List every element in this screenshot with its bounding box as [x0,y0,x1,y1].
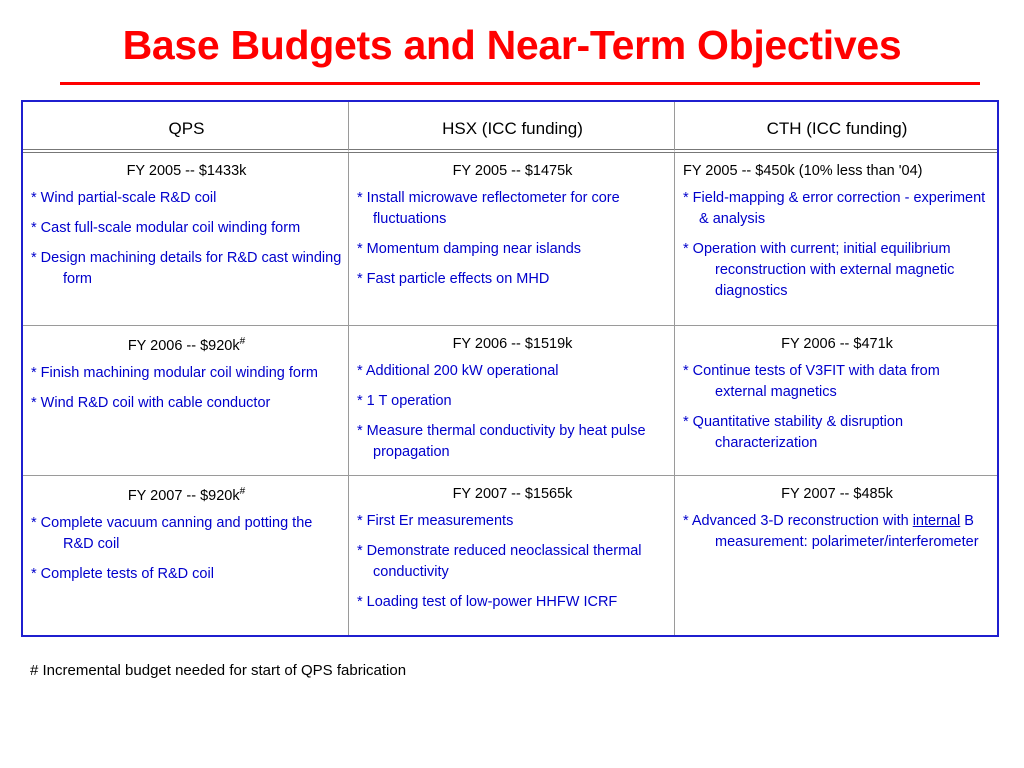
list-item: * Loading test of low-power HHFW ICRF [357,594,618,610]
list-item: * Complete vacuum canning and potting the R&D coil [31,514,313,552]
list-item [683,511,991,553]
year-label: FY 2005 -- $1433k [126,163,247,179]
cell-cth-2007 [675,476,997,635]
cell-qps-2005 [23,153,349,326]
list-item: * 1 T operation [357,393,452,409]
list-item: * Operation with current; initial equilibrium reconstruction with external magnetic diagnostics [683,241,955,299]
year-text: FY 2007 -- $920k [127,487,240,504]
item-text: * Advanced 3-D reconstruction with [683,513,913,529]
title-underline [60,82,980,85]
year-label: FY 2007 -- $1565k [452,486,573,502]
cell-qps-2006 [23,326,349,476]
item-text: B measurement: polarimeter/interferometer [715,513,979,550]
year-label [31,336,342,354]
cell-hsx-2007 [349,476,675,635]
budget-grid [23,102,997,635]
footnote-mark: # [239,486,246,497]
list-item: * Complete tests of R&D coil [31,565,214,582]
year-label: FY 2005 -- $450k (10% less than '04) [683,163,923,179]
year-label: FY 2005 -- $1475k [452,163,573,179]
footnote: # Incremental budget needed for start of QPS fabrication [30,662,407,679]
list-item: * Wind R&D coil with cable conductor [31,394,271,411]
cell-hsx-2005 [349,153,675,326]
cell-cth-2005 [675,153,997,326]
budget-table [21,100,999,637]
footnote-mark: # [239,336,246,347]
list-item: * Quantitative stability & disruption characterization [683,414,904,451]
year-label: FY 2007 -- $485k [781,486,893,502]
list-item: * Demonstrate reduced neoclassical thermal conductivity [357,543,642,580]
list-item: * Continue tests of V3FIT with data from external magnetics [683,363,940,400]
header-hsx: HSX (ICC funding) [349,102,675,153]
year-label: FY 2006 -- $1519k [452,336,573,352]
list-item: * Finish machining modular coil winding form [31,364,318,381]
year-label: FY 2006 -- $471k [781,336,893,352]
year-label [31,486,342,504]
cell-cth-2006 [675,326,997,476]
list-item: * Cast full-scale modular coil winding form [31,220,301,236]
list-item: * Fast particle effects on MHD [357,271,550,287]
list-item: * Momentum damping near islands [357,241,582,257]
list-item: * Measure thermal conductivity by heat pulse propagation [357,423,646,460]
list-item: * Wind partial-scale R&D coil [31,190,217,206]
header-cth: CTH (ICC funding) [675,102,997,153]
header-qps: QPS [23,102,349,153]
item-emphasis: internal [912,513,961,529]
list-item: * First Er measurements [357,513,514,529]
list-item: * Additional 200 kW operational [357,363,559,379]
cell-qps-2007 [23,476,349,635]
list-item: * Install microwave reflectometer for core fluctuations [357,190,620,227]
list-item: * Design machining details for R&D cast winding form [31,250,342,287]
cell-hsx-2006 [349,326,675,476]
slide-title: Base Budgets and Near-Term Objectives [122,22,902,68]
year-text: FY 2006 -- $920k [127,337,240,354]
list-item: * Field-mapping & error correction - experiment & analysis [683,190,986,227]
